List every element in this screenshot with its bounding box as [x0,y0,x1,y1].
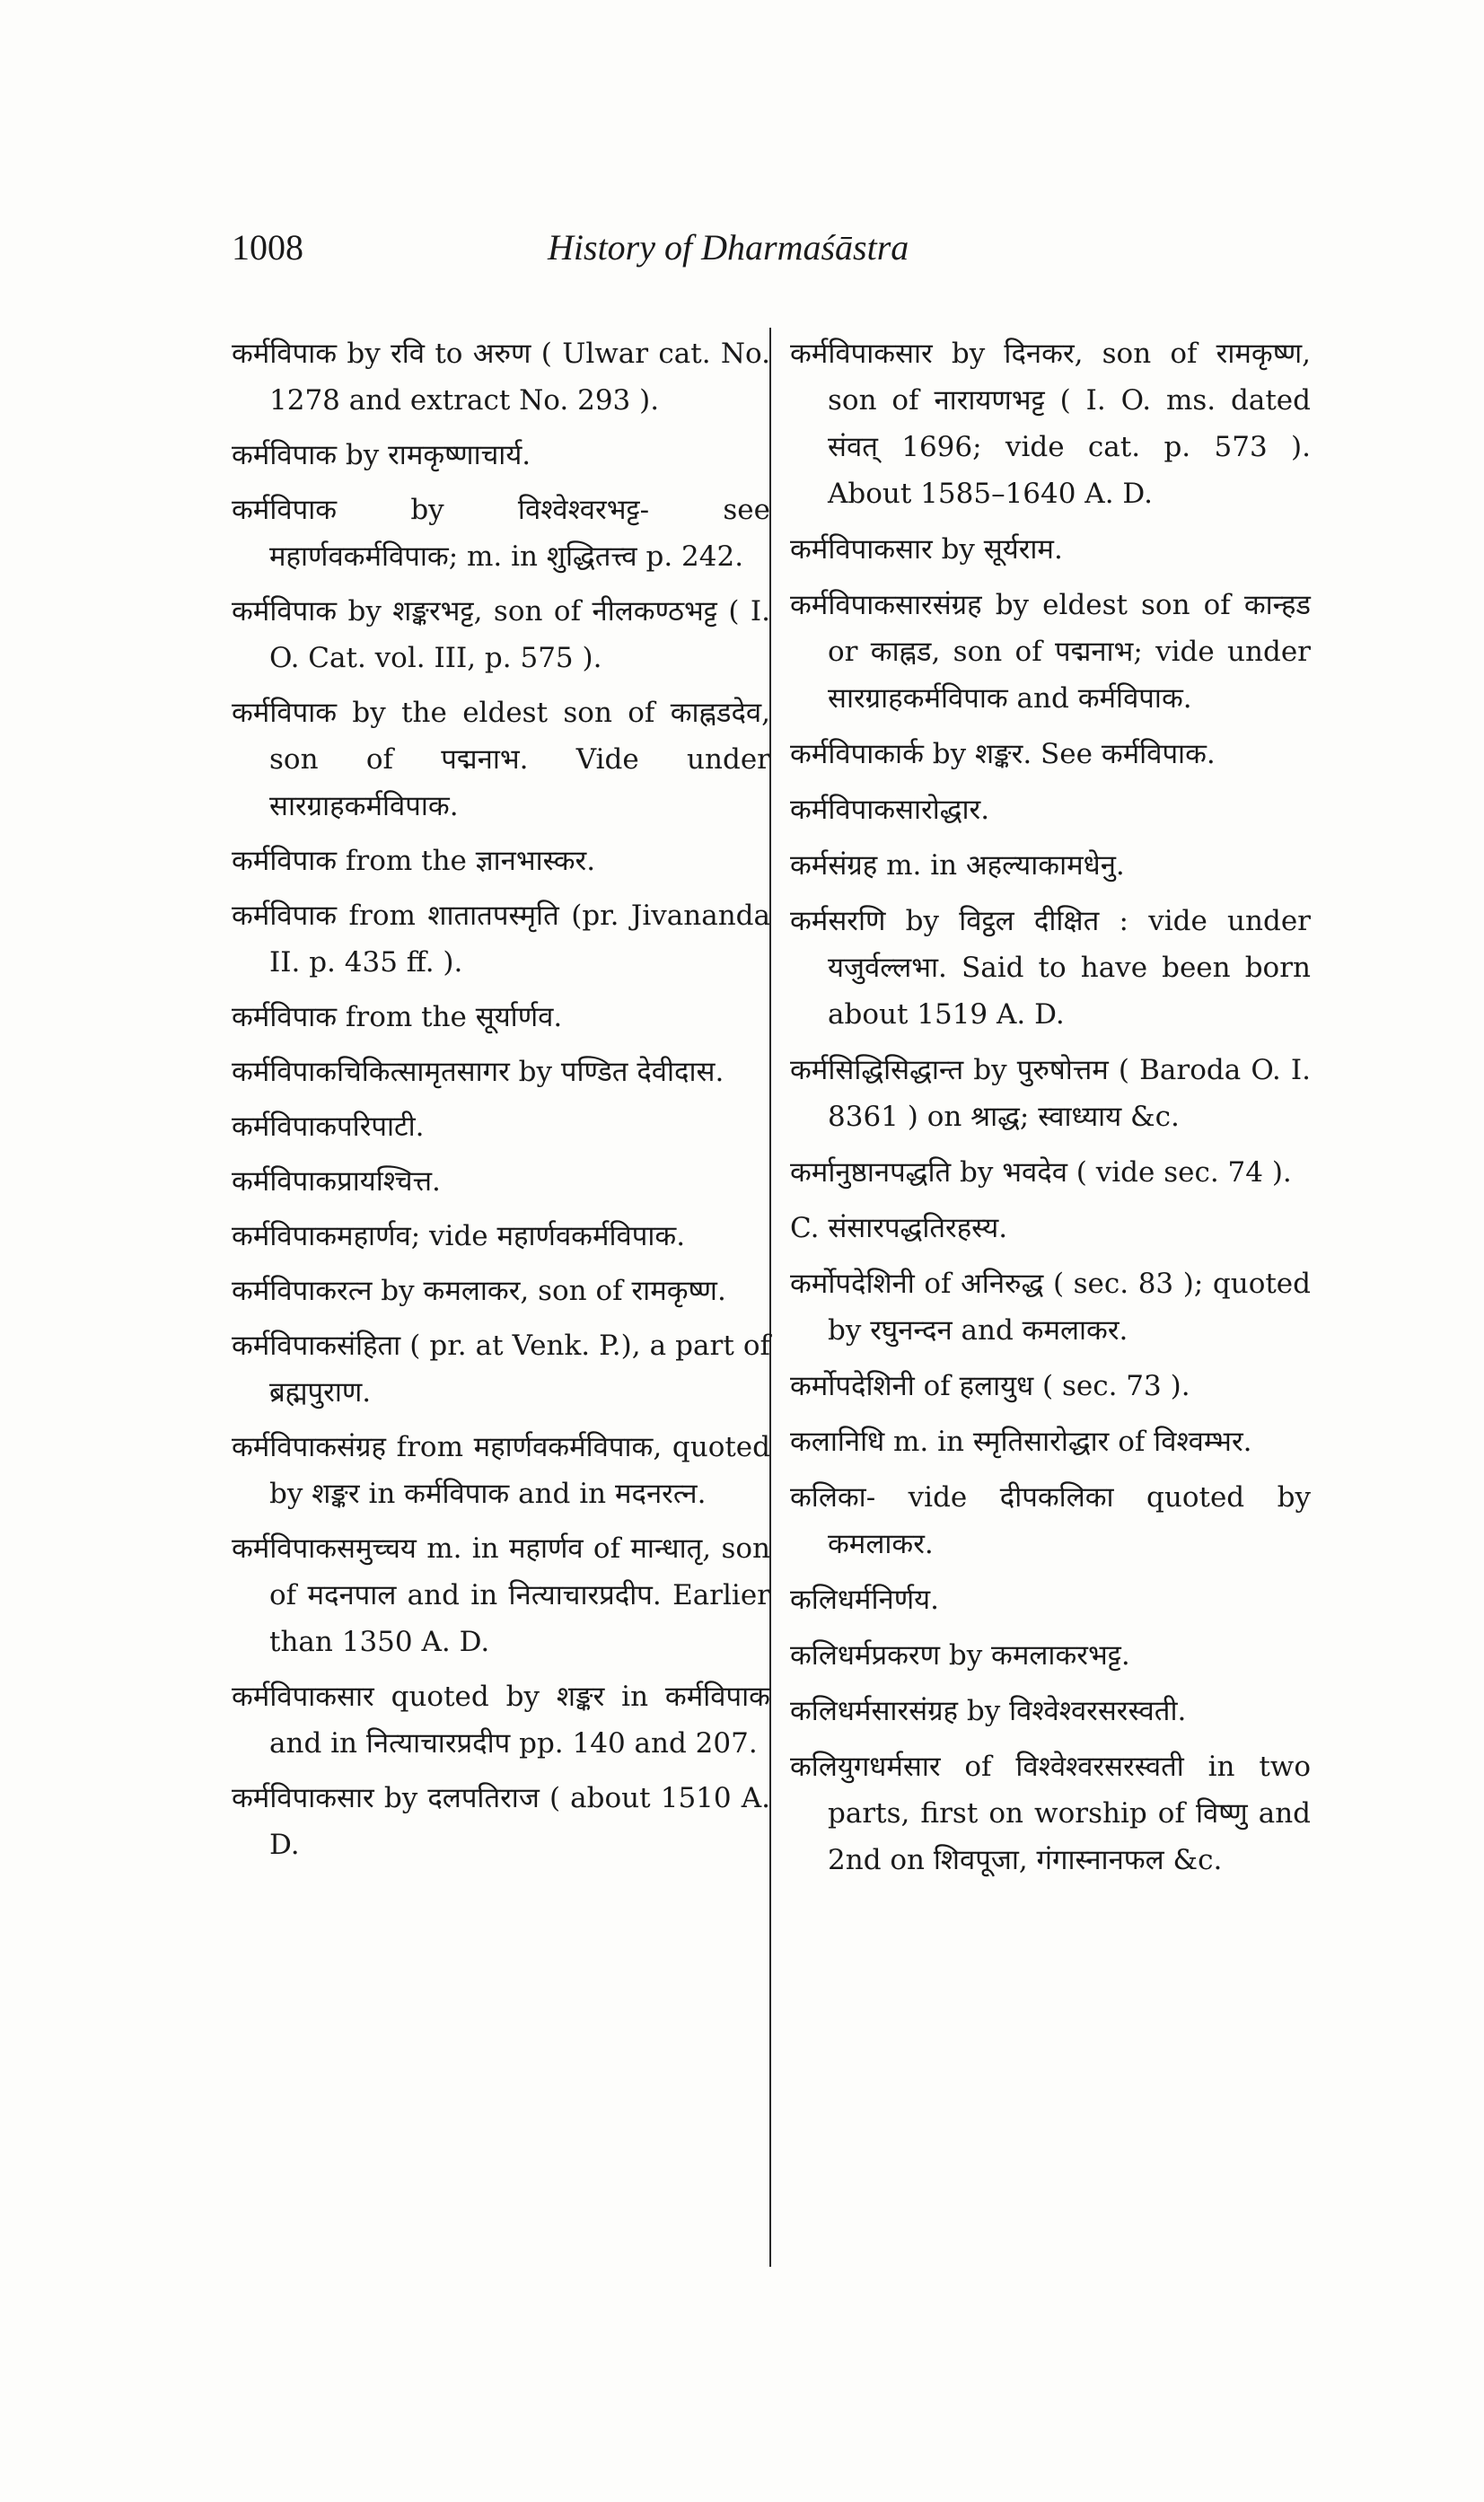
entry: कलिधर्मसारसंग्रह by विश्वेश्वरसरस्वती. [790,1695,1187,1727]
right-column [790,330,1311,1892]
entry: कलिका- vide दीपकलिका quoted by कमलाकर. [790,1481,1311,1560]
entry: कलिधर्मप्रकरण by कमलाकरभट्ट. [790,1639,1130,1672]
entry: कर्मसिद्धिसिद्धान्त by पुरुषोत्तम ( Baroda O. I. 8361 ) on श्राद्ध; स्वाध्याय &c. [790,1054,1311,1133]
left-column [232,330,770,1876]
entry: कर्मविपाकसार quoted by शङ्कर in कर्मविपाक and in नित्याचारप्रदीप pp. 140 and 207. [232,1681,770,1760]
running-title: History of Dharmaśāstra [548,227,909,268]
entry: कर्मविपाकसंग्रह from महार्णवकर्मविपाक, quoted by शङ्कर in कर्मविपाक and in मदनरत्न. [232,1431,770,1510]
entry: C. संसारपद्धतिरहस्य. [790,1212,1008,1244]
entry: कर्मविपाक from शातातपस्मृति (pr. Jivananda II. p. 435 ff. ). [232,900,770,979]
entry: कलिधर्मनिर्णय. [790,1584,939,1616]
entry: कर्मविपाकसारसंग्रह by eldest son of कान्हड or काह्नड, son of पद्मनाभ; vide under सारग्राहकर्मविपाक and कर्मविपाक. [790,589,1311,715]
entry: कर्मविपाक by विश्वेश्वरभट्ट- see महार्णवकर्मविपाक; m. in शुद्धितत्त्व p. 242. [232,494,770,573]
entry: कर्मविपाकसार by सूर्यराम. [790,533,1063,566]
entry: कर्मोपदेशिनी of अनिरुद्ध ( sec. 83 ); quoted by रघुनन्दन and कमलाकर. [790,1268,1311,1347]
entry: कलियुगधर्मसार of विश्वेश्वरसरस्वती in two parts, first on worship of विष्णु and 2nd on शिवपूजा, गंगास्नानफल &c. [790,1751,1311,1876]
entry: कर्मविपाकचिकित्सामृतसागर by पण्डित देवीदास. [232,1056,724,1088]
entry: कर्मोपदेशिनी of हलायुध ( sec. 73 ). [790,1370,1190,1402]
entry: कर्मविपाक by रवि to अरुण ( Ulwar cat. No. 1278 and extract No. 293 ). [232,338,770,417]
entry: कर्मसंग्रह m. in अहल्याकामधेनु. [790,849,1125,882]
entry: कर्मविपाकसार by दिनकर, son of रामकृष्ण, son of नारायणभट्ट ( I. O. ms. dated संवत् 1696; vide cat. p. 573 ). About 1585–1640 A. D. [790,338,1311,510]
entry: कर्मविपाकसमुच्चय m. in महार्णव of मान्धातृ, son of मदनपाल and in नित्याचारप्रदीप. Earlier than 1350 A. D. [232,1532,770,1658]
page-number: 1008 [232,227,303,268]
entry: कर्मानुष्ठानपद्धति by भवदेव ( vide sec. 74 ). [790,1156,1292,1189]
entry: कर्मविपाकप्रायश्चित्त. [232,1165,441,1198]
entry: कर्मविपाकमहार्णव; vide महार्णवकर्मविपाक. [232,1220,686,1252]
entry: कर्मविपाक from the ज्ञानभास्कर. [232,845,596,877]
entry: कर्मविपाकरत्न by कमलाकर, son of रामकृष्ण. [232,1275,726,1307]
entry: कर्मविपाकसंहिता ( pr. at Venk. P.), a part of ब्रह्मपुराण. [232,1330,770,1409]
entry: कर्मविपाकसारोद्धार. [790,794,990,826]
entry: कर्मविपाकपरिपाटी. [232,1111,425,1143]
entry: कर्मविपाक by शङ्करभट्ट, son of नीलकण्ठभट्ट ( I. O. Cat. vol. III, p. 575 ). [232,595,770,674]
entry: कर्मसरणि by विट्ठल दीक्षित : vide under यजुर्वल्लभा. Said to have been born about 1519 A. D. [790,905,1311,1031]
entry: कर्मविपाकसार by दलपतिराज ( about 1510 A. D. [232,1782,770,1861]
entry: कर्मविपाक by रामकृष्णाचार्य. [232,439,531,471]
entry: कर्मविपाक from the सूर्यार्णव. [232,1001,563,1033]
entry: कर्मविपाकार्क by शङ्कर. See कर्मविपाक. [790,738,1216,770]
entry: कर्मविपाक by the eldest son of काह्नडदेव, son of पद्मनाभ. Vide under सारग्राहकर्मविपाक. [232,697,770,822]
entry: कलानिधि m. in स्मृतिसारोद्धार of विश्वम्भर. [790,1426,1252,1458]
